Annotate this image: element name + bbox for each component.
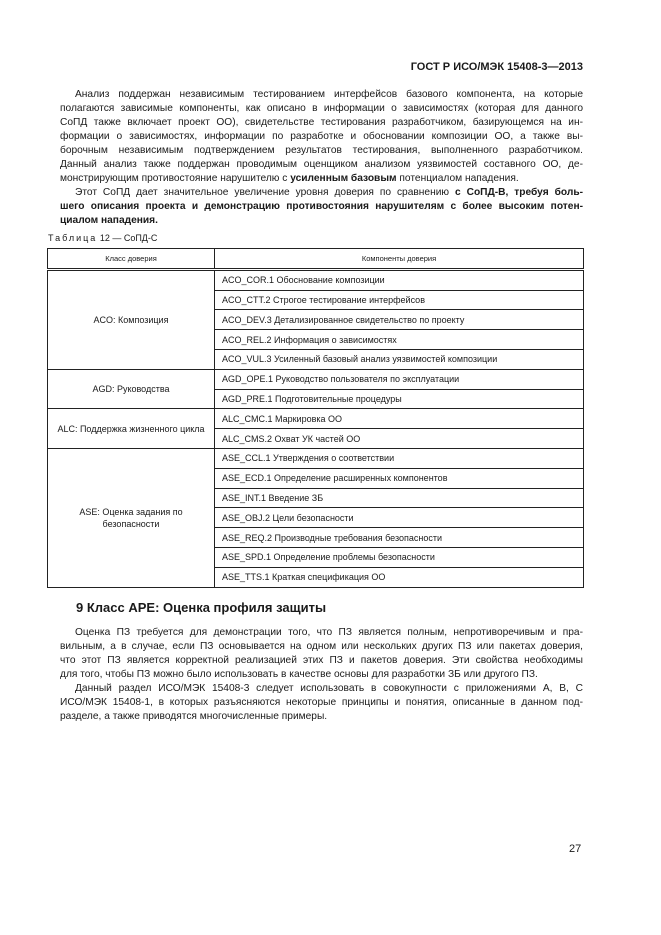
column-header: Класс доверия (48, 249, 215, 270)
assurance-component-cell: ASE_CCL.1 Утверждения о соответствии (215, 448, 584, 468)
assurance-component-cell: AGD_OPE.1 Руководство пользователя по эксплуатации (215, 369, 584, 389)
text-line (60, 186, 583, 200)
paragraph-ape (60, 626, 583, 724)
text-line (60, 172, 583, 186)
column-header: Компоненты доверия (215, 249, 584, 270)
assurance-component-cell: ALC_CMS.2 Охват УК частей ОО (215, 429, 584, 449)
text-line: формации о зависимостях, информации по разработке и обосновании композиции ОО, а также вы- (60, 131, 583, 142)
assurance-class-cell: ALC: Поддержка жизненного цикла (48, 409, 215, 449)
assurance-class-cell: ASE: Оценка задания по безопасности (48, 448, 215, 587)
text-line: вильным, а в случае, если ПЗ основывается на одном или нескольких других ПЗ или пакетах доверия, (60, 641, 583, 652)
table-row (48, 369, 584, 389)
text-line: Данный раздел ИСО/МЭК 15408-3 следует использовать в совокупности с приложениями А, В, С (75, 683, 583, 694)
text-line: что этот ПЗ является корректной реализацией этих ПЗ и пакетов доверия. Эти свойства необходимы (60, 655, 583, 666)
assurance-component-cell: ASE_ECD.1 Определение расширенных компонентов (215, 468, 584, 488)
document-header: ГОСТ Р ИСО/МЭК 15408-3—2013 (410, 61, 583, 73)
text-line: разделе, а также приводятся многочисленные примеры. (60, 711, 328, 722)
table-row (48, 409, 584, 429)
table-row (48, 448, 584, 468)
assurance-component-cell: ALC_CMC.1 Маркировка ОО (215, 409, 584, 429)
assurance-table (47, 248, 584, 588)
text: Этот СоПД дает значительное увеличение уровня доверия по сравнению (75, 187, 455, 198)
text-line: борочным независимым подтверждением результатов тестирования, выполненного разработчиком. (60, 145, 583, 156)
caption-title: 12 — СоПД-С (99, 233, 158, 243)
assurance-component-cell: ACO_VUL.3 Усиленный базовый анализ уязвимостей композиции (215, 349, 584, 369)
text-line: для того, чтобы ПЗ можно было использовать в качестве основы для разработки ЗБ или другого ПЗ. (60, 669, 538, 680)
assurance-component-cell: ASE_REQ.2 Производные требования безопасности (215, 528, 584, 548)
bold-text: усиленным базовым (290, 173, 397, 184)
assurance-component-cell: AGD_PRE.1 Подготовительные процедуры (215, 389, 584, 409)
assurance-class-cell: ACO: Композиция (48, 269, 215, 369)
text-line: СоПД также включает проект ОО), свидетельстве тестирования разработчиком, базирующемся на ин- (60, 117, 583, 128)
assurance-component-cell: ACO_CTT.2 Строгое тестирование интерфейсов (215, 290, 584, 310)
assurance-class-cell: AGD: Руководства (48, 369, 215, 409)
assurance-component-cell: ACO_DEV.3 Детализированное свидетельство по проекту (215, 310, 584, 330)
text: потенциалом нападения. (396, 173, 519, 184)
text-line: шего описания проекта и демонстрацию противостояния нарушителям с более высоким потен- (60, 201, 583, 212)
assurance-component-cell: ACO_REL.2 Информация о зависимостях (215, 330, 584, 350)
assurance-component-cell: ASE_SPD.1 Определение проблемы безопасности (215, 547, 584, 567)
text-line: Данный анализ также поддержан проводимым оценщиком анализом уязвимостей составного ОО, де- (60, 159, 583, 170)
text-line: полагаются зависимые компоненты, как описано в информации о зависимостях (которая для данного (60, 103, 583, 114)
table-caption (48, 233, 157, 243)
text-line: Оценка ПЗ требуется для демонстрации того, что ПЗ является полным, непротиворечивым и пра- (75, 627, 583, 638)
assurance-component-cell: ACO_COR.1 Обоснование композиции (215, 269, 584, 290)
page-number: 27 (569, 843, 582, 855)
assurance-component-cell: ASE_TTS.1 Краткая спецификация ОО (215, 567, 584, 587)
text-line: ИСО/МЭК 15408-1, в которых разъясняются некоторые принципы и понятия, описанные в данном под- (60, 697, 583, 708)
text-line: циалом нападения. (60, 215, 158, 226)
assurance-component-cell: ASE_OBJ.2 Цели безопасности (215, 508, 584, 528)
caption-label: Таблица (48, 233, 98, 243)
paragraph-analysis (60, 88, 583, 228)
table-row (48, 269, 584, 290)
text: монстрирующим противостояние нарушителю с (60, 173, 291, 184)
text-line: Анализ поддержан независимым тестированием интерфейсов базового компонента, на которые (75, 89, 583, 100)
table-header-row (48, 249, 584, 270)
assurance-component-cell: ASE_INT.1 Введение ЗБ (215, 488, 584, 508)
bold-text: с СоПД-В, требуя боль- (455, 187, 583, 198)
section-heading: 9 Класс APE: Оценка профиля защиты (76, 600, 327, 615)
